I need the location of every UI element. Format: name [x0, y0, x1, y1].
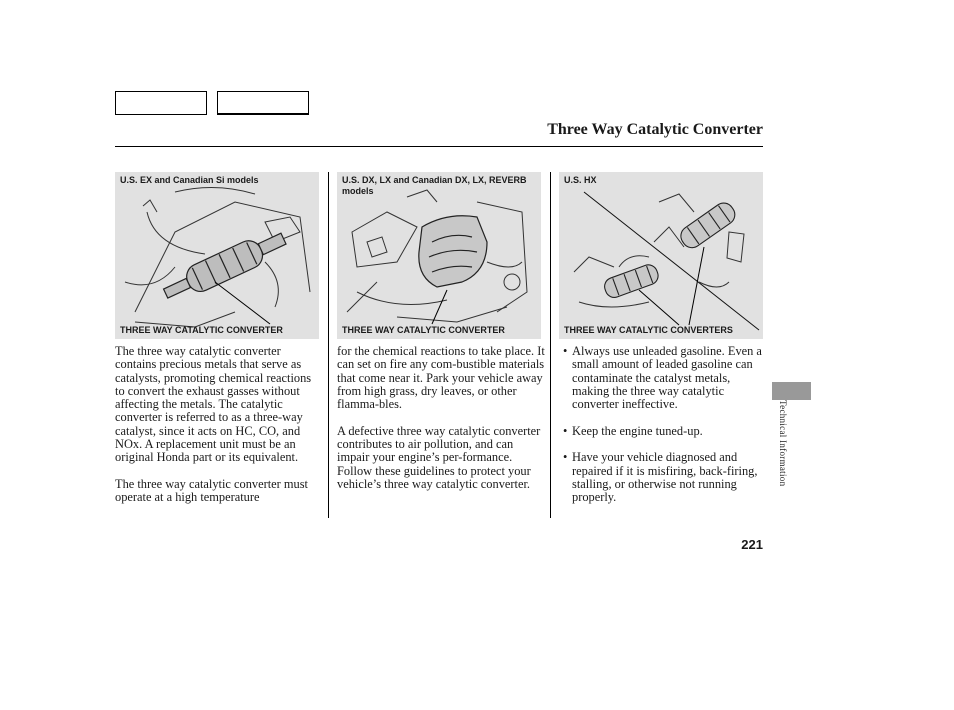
engine-bay-illustration [559, 172, 763, 339]
title-divider [115, 146, 763, 147]
engine-bay-illustration [337, 172, 541, 339]
bullet-mark: • [563, 450, 568, 465]
figure-caption: THREE WAY CATALYTIC CONVERTER [120, 325, 283, 335]
figure-hx-converters [559, 172, 763, 339]
bullet-mark: • [563, 423, 568, 438]
figure-caption: THREE WAY CATALYTIC CONVERTER [342, 325, 505, 335]
column-divider [328, 172, 329, 518]
body-paragraph: The three way catalytic converter must operate at a high temperature [115, 476, 308, 505]
list-item [563, 425, 763, 438]
engine-bay-illustration [115, 172, 319, 339]
page-number: 221 [741, 537, 763, 552]
figure-top-label: U.S. HX [564, 175, 597, 185]
figure-caption: THREE WAY CATALYTIC CONVERTERS [564, 325, 733, 335]
list-item-text: Keep the engine tuned-up. [572, 423, 703, 438]
body-paragraph: A defective three way catalytic converter contributes to air pollution, and can impair your engine’s per-formance. Follow these guidelines to protect your vehicle’s three way catalytic converter. [337, 423, 541, 491]
section-label: Technical Information [778, 400, 788, 487]
figure-ex-si-converter [115, 172, 319, 339]
nav-button-contents[interactable] [115, 91, 207, 115]
column-divider [550, 172, 551, 518]
text-column-1 [115, 345, 322, 518]
bullet-mark: • [563, 344, 568, 358]
text-column-2 [337, 345, 547, 505]
list-item [563, 451, 763, 504]
text-column-3 [563, 345, 763, 518]
figure-top-label: U.S. DX, LX and Canadian DX, LX, REVERB models [342, 175, 527, 196]
figure-dx-lx-converter [337, 172, 541, 339]
body-paragraph: The three way catalytic converter contains precious metals that serve as catalysts, promoting chemical reactions to convert the exhaust gasses without affecting the metals. The catalytic converter is referred to as a three-way catalyst, since it acts on HC, CO, and NOx. A replacement unit must be an original Honda part or its equivalent. [115, 344, 312, 465]
list-item-text: Always use unleaded gasoline. Even a small amount of leaded gasoline can contaminate the catalyst metals, making the three way catalytic converter ineffective. [572, 344, 762, 412]
list-item-text: Have your vehicle diagnosed and repaired if it is misfiring, back-firing, stalling, or otherwise not running properly. [572, 450, 758, 505]
body-paragraph: for the chemical reactions to take place. It can set on fire any com-bustible materials that come near it. Park your vehicle away from high grass, dry leaves, or other flamma-bles. [337, 344, 545, 412]
list-item [563, 345, 763, 411]
nav-button-index[interactable] [217, 91, 309, 115]
page-title: Three Way Catalytic Converter [547, 121, 763, 138]
figure-top-label: U.S. EX and Canadian Si models [120, 175, 259, 185]
section-tab[interactable] [772, 382, 811, 400]
